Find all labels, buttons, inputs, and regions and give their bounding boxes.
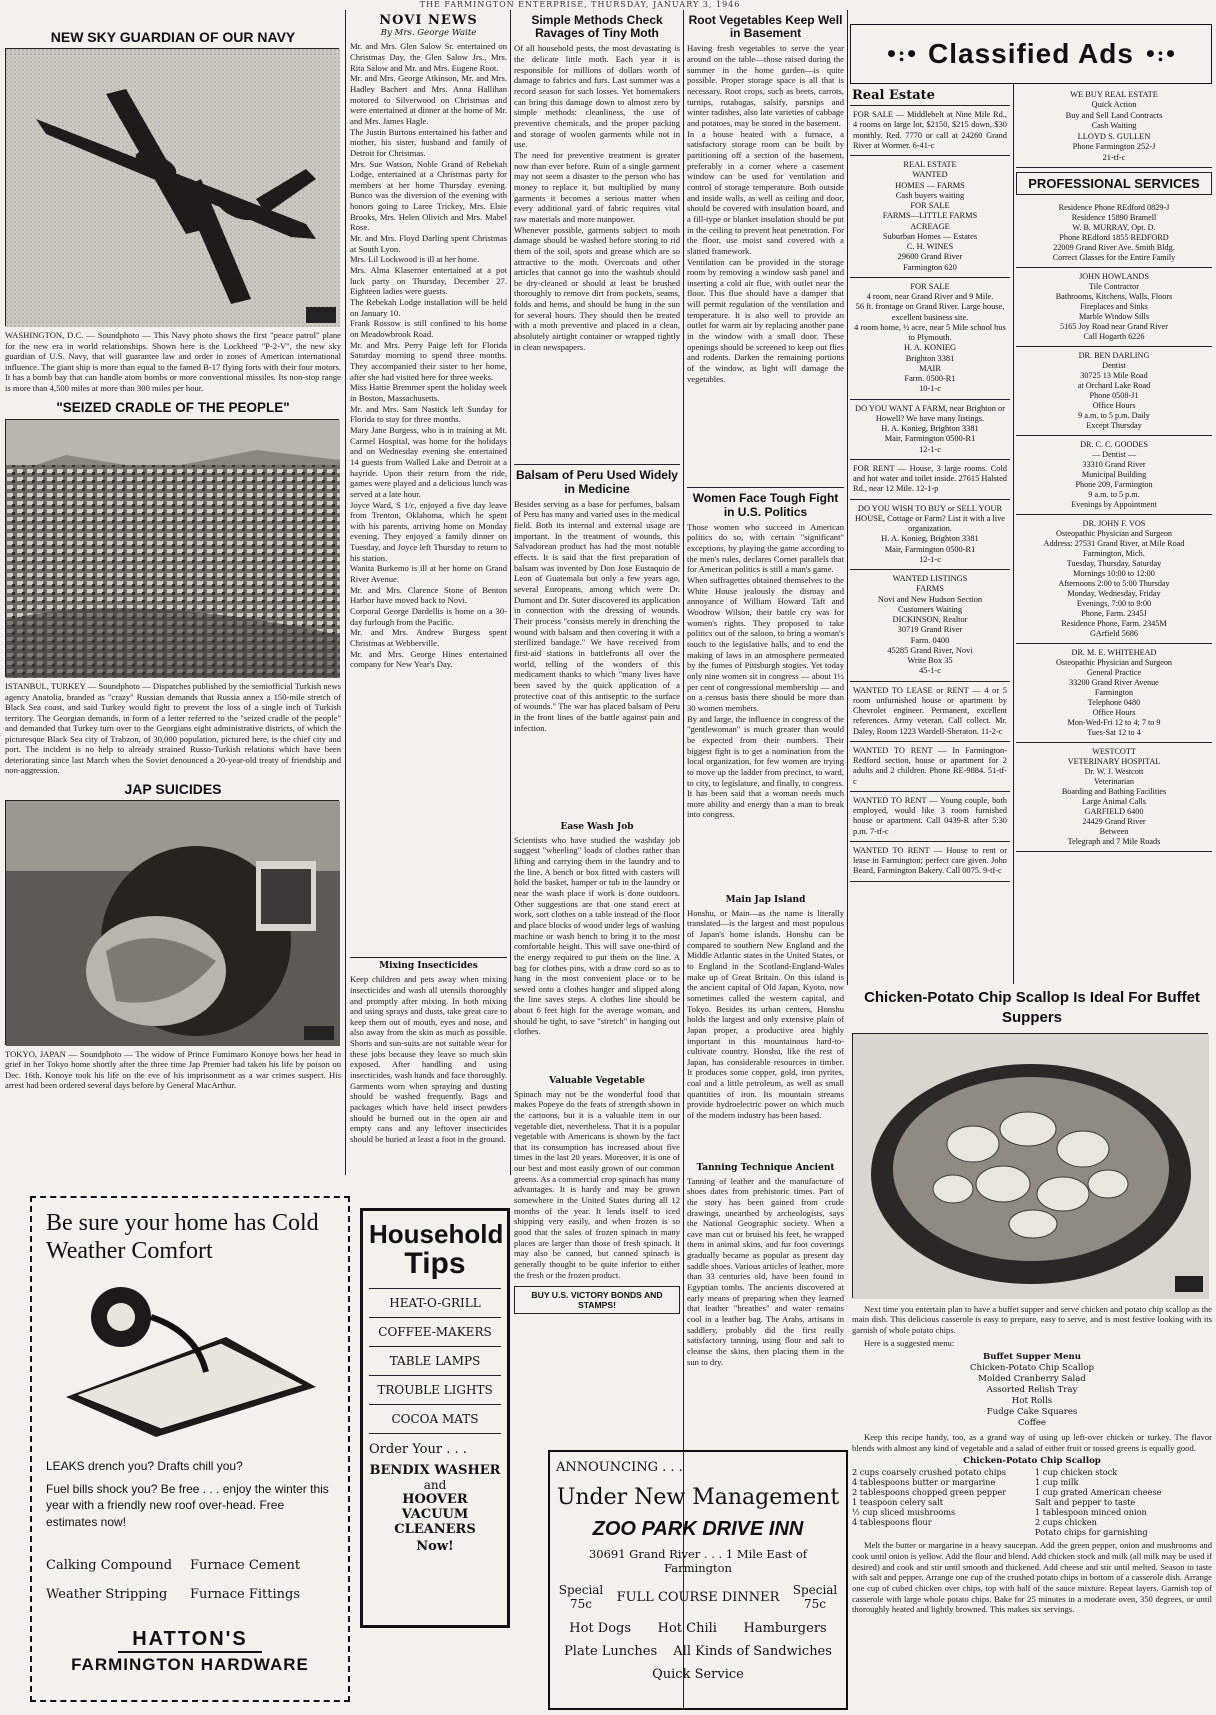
novi-byline: By Mrs. George Waite (380, 28, 477, 39)
mainjap-body: Honshu, or Main—as the name is literally translated—is the largest and most populous of Japan's home islands. Honshu can be compared to southern New England and the Middle Atlantic states in the United States, or to England in the Scotland-England-Wales make up of Great Britain. On this island is the ancient capital of Old Japan, Kyoto, now sometimes called the western capital, and Tokyo. Besides its urban centers, Honshu holds the largest and only extensive plain of Japan proper, a productive area highly important in this mountainous hard-to-cultivate country. Honshu, like the rest of Japan, has considerable resources in timber. It produces some copper, gold, iron pyrites, coal and a little petroleum, as well as small quantities of iron. Its mountain streams provide hydroelectric power on which much of the modern industry has been based. (687, 907, 844, 1121)
column-rule (847, 10, 848, 985)
mixing-body: Keep children and pets away when mixing insecticides and wash all utensils thoroughly and promptly after mixing. In both mixing and using sprays and dusts, take great care to keep them out of mouth, eyes and nose, and also away from the skin as much as possible. Shorts and sun-suits are not suitable wear for these jobs because they leave so much skin exposed. After handling and using insecticides, wash hands and face thoroughly. Garments worn when spraying and dusting should be washed frequently. Bags and packages which have held insect powders should be burned out in the open air and empty cans and any leftover insecticides should be buried at least a foot in the ground. (350, 974, 507, 1145)
professional-cards (1016, 199, 1212, 852)
classified-ad: WANTED TO RENT — In Farmington-Redford section, house or apartment for 2 adults and 2 children. Phone RE-9884. 51-tf-c (850, 742, 1010, 792)
women-body: Those women who succeed in American politics do so, with certain "significant" exceptions, by playing the game according to the men's rules, declares Cornet parallels that for American politics is still a man's game. When suffragettes obtained themselves to the White House jealously the dismay and annoyance of William Howard Taft and Woodrow Wilson, their battle cry was for women's rights. They proposed to take politics out of the saloon, to bring a woman's touch to the legislative halls, and to end the making of laws in an atmosphere permeated by the fumes of Pittsburgh stogies. Yet today only nine women sit in congress — about 1½ per cent of congressional membership — and on a census basis there should be more than 30 women members. By and large, the influence in congress of the "gentlewoman" is much greater than would be expected from their numbers. Their biggest fight is to get a nomination from the local organization, for few women are trying to move up the ladder from precinct, to ward, to city, to legislature, and finally, to congress. It has been said that a woman needs much more ability and energy than a man to break into congress. (687, 521, 844, 820)
zoo-specials (556, 1583, 840, 1611)
ingredient: 4 tablespoons flour (852, 1516, 932, 1527)
rootveg-title: Root Vegetables Keep Well in Basement (688, 13, 843, 41)
women-title: Women Face Tough Fight in U.S. Politics (692, 491, 839, 519)
zoo-items-row1 (556, 1621, 840, 1636)
chicken-recipe-column (852, 988, 1212, 1710)
zoo-item: Hot Chili (657, 1621, 717, 1636)
hatton-text1: LEAKS drench you? Drafts chill you? (46, 1459, 243, 1474)
zoo-items-row2 (556, 1644, 840, 1659)
widow-illustration (6, 801, 340, 1046)
classified-ad: DO YOU WISH TO BUY or SELL YOUR HOUSE, Cottage or Farm? List it with a live organization. H. A. Konieg, Brighton 3381 Mair, Farmington 0500-R1 12-1-c (850, 500, 1010, 571)
tips-bendix: BENDIX WASHER (369, 1463, 501, 1478)
chicken-scallop-photo (852, 1033, 1208, 1298)
ingredients (852, 1468, 1212, 1537)
tanning-body: Tanning of leather and the manufacture of shoes dates from prehistoric times. Part of the story has been gained from crude drawings, unearthed by archeologists, says the National Geographic society. When a cave man cut or bruised his feet, he wrapped them in animal skins, and fur foot coverings gradually became as popular as present day saddle shoes. Various articles of leather, more than 33 centuries old, have been found in Egyptian tombs. The ancients discovered at early means of preparing when they learned that leather "breathes" and water remains cool in a leather bag. The Arabs, artisans in saddlery, probably did the first really satisfactory tanning, using flour and salt to cleanse the skins, then placing them in the sun to dry. (687, 1175, 844, 1367)
hatton-logo (46, 1628, 334, 1675)
city-illustration (6, 420, 340, 678)
konoye-widow-photo (5, 800, 339, 1045)
feature-column-2 (687, 13, 844, 1367)
ingredient: 1 cup chicken stock (1035, 1467, 1118, 1478)
classified-right-column (1016, 86, 1212, 986)
classified-ads-list (850, 106, 1010, 882)
tips-title1: Household (369, 1219, 504, 1249)
menu-item: Chicken-Potato Chip Scallop (969, 1363, 1095, 1374)
ease-body: Scientists who have studied the washday job suggest "wheeling" loads of clothes rather than lifting and carrying them in the laundry and to the line. A bench or box fitted with casters will hold the basket, hamper or tub in the laundry or near the wash place if work is done outdoors. Other suggestions are that one stand erect at work, sort clothes on a table instead of the floor and place blocks of wood under legs of washing machine or wash bench to bring it to the most comfortable height. This will save one-third of the energy required to put them on the line. A bag for clothes pins, with a draw cord so as to hang in the most convenient place or to be sewed onto a clothes hanger and slipped along the line saves steps. A clothes line should be about 6 feet high for the average woman, and should be tight, to save "stretch" in hanging out clothes. (514, 834, 680, 1037)
hatton-name: HATTON'S (118, 1628, 262, 1653)
tanning-title: Tanning Technique Ancient (696, 1162, 835, 1173)
classified-ad: WANTED TO RENT — House to rent or lease in Farmington; perfect care given. John Beard, Farmington Bakery. Call 0075. 9-tf-c (850, 842, 1010, 882)
classified-ad: FOR SALE — Middlebelt at Nine Mile Rd., 4 rooms on large lot, $2150, $215 down, $30 monthly. Red. 7770 or call at 24260 Grand River at Wormer. 6-41-c (850, 106, 1010, 156)
menu-item: Coffee (1017, 1418, 1047, 1429)
tips-title2: Tips (404, 1247, 466, 1280)
ingredient: 2 tablespoons chopped green pepper (852, 1487, 1007, 1498)
buffet-menu (852, 1352, 1212, 1429)
tip-item: COFFEE-MAKERS (369, 1317, 501, 1346)
classified-ad: WANTED TO LEASE or RENT — 4 or 5 room unfurnished house or apartment by Chevrolet engineer. Permanent, excellent references. Army veteran. Call collect. Mr. Daley, Room 1223 Wardell-Sheraton. 11-2-c (850, 682, 1010, 742)
classified-ad: WANTED TO RENT — Young couple, both employed, would like 3 room furnished house or apartment. Call 0439-R after 5:30 p.m. 7-tf-c (850, 792, 1010, 842)
masthead: THE FARMINGTON ENTERPRISE, THURSDAY, JANUARY 3, 1946 (419, 0, 741, 9)
ease-title: Ease Wash Job (560, 821, 634, 832)
tip-item: COCOA MATS (369, 1404, 501, 1434)
zoo-item: Plate Lunches (564, 1644, 658, 1659)
menu-title: Buffet Supper Menu (983, 1352, 1081, 1363)
ingredient: 4 tablespoons butter or margarine (852, 1477, 996, 1488)
zoo-item: Quick Service (652, 1667, 744, 1682)
tip-item: TROUBLE LIGHTS (369, 1375, 501, 1404)
ingredient: ½ cup sliced mushrooms (852, 1506, 956, 1517)
zoo-item: All Kinds of Sandwiches (673, 1644, 832, 1659)
zoo-name: ZOO PARK DRIVE INN (592, 1518, 804, 1540)
recipe-method: Melt the butter or margarine in a heavy saucepan. Add the green pepper, onion and mushrooms and cook until onion is yellow. Add the flour and blend. Add chicken stock and milk (all milk may be used if desired) and cook and stir until smooth and thickened. Add cheese and stir until melted. Season to taste with salt and pepper. Arrange one cup of the crushed potato chips in bottom of a casserole dish. Arrange one cup of cubed chicken over chips, top with half of the sauce mixture. Repeat layers. Garnish top of casserole with large whole potato chips. Bake for 25 minutes in a moderate oven, 350 degrees, or until thoroughly heated and lightly browned. This makes six servings. (852, 1540, 1212, 1615)
menu-lead: Here is a suggested menu: (864, 1338, 955, 1349)
valuable-title: Valuable Vegetable (549, 1075, 645, 1086)
hatton-headline: Be sure your home has Cold Weather Comfort (46, 1210, 319, 1264)
seized-caption: ISTANBUL, TURKEY — Soundphoto — Dispatches published by the semiofficial Turkish news agency Anatolia, branded as "crazy" Russian demands that Russia annex a 150-mile stretch of Black Sea coast, and said Turkey would fight to prevent the loss of a single inch of Turkish territory. The Georgian demands, in form of a letter referred to the "seized cradle of the people" and demanded that Turkey turn over to the Georgians eight administrative districts, of which the picturesque Black Sea city of Trabzon, of 30,000 population, pictured here, is the chief city and port. The incident is no help to already strained Russo-Turkish relations which have been deteriorating since last March when the Soviet denounced a 20-year-old treaty of friendship and non-aggression. (5, 681, 341, 776)
professional-card: DR. JOHN F. VOS Osteopathic Physician and Surgeon Address: 27531 Grand River, at Mile Road Farmington, Mich. Tuesday, Thursday, Saturday Mornings 10:00 to 12:00 Afternoons 2:00 to 5:00 Thursday Monday, Wednesday, Friday Evenings, 7:00 to 9:00 Phone, Farm. 2345J Residence Phone, Farm. 2345M GArfield 5686 (1016, 515, 1212, 644)
zoo-announcing: ANNOUNCING . . . (556, 1460, 683, 1475)
professional-card: WESTCOTT VETERINARY HOSPITAL Dr. W. J. Westcott Veterinarian Boarding and Bathing Facilities Large Animal Calls GARFIELD 6400 24429 Grand River Between Telegraph and 7 Mile Roads (1016, 743, 1212, 852)
tips-order: Order Your . . . (369, 1442, 467, 1457)
zoo-item: Hamburgers (743, 1621, 827, 1636)
zoo-park-drive-inn-ad (548, 1450, 848, 1710)
tip-item: HEAT-O-GRILL (369, 1288, 501, 1317)
navy-title: NEW SKY GUARDIAN OF OUR NAVY (50, 29, 296, 45)
ingredient: 1 cup milk (1035, 1477, 1079, 1488)
chicken-title: Chicken-Potato Chip Scallop Is Ideal For Buffet Suppers (864, 989, 1200, 1027)
zoo-address: 30691 Grand River . . . 1 Mile East of Farmington (588, 1547, 808, 1575)
valuable-body: Spinach may not be the wonderful food that makes Popeye do the feats of strength shown in the cartoons, but it is a valuable item in our vegetable diet, nevertheless. That it is a popular vegetable with Americans is shown by the fact that its consumption has increased about five times in the last 20 years. Moreover, it is one of our best and most easily grown of our common greens. As a commercial crop spinach has many advantages. It is hardy and may be grown somewhere in the United States during all 12 months of the year. It lends itself to iced shipping very easily, and when frozen is so good that the sales of frozen spinach in many places are larger than those of fresh spinach. It may also be canned, but canned spinach is generally thought to be quite inferior to either the fresh or the frozen product. (514, 1088, 680, 1280)
novi-body: Mr. and Mrs. Glen Salow Sr. entertained on Christmas Day, the Glen Salow Jrs., Mrs. Rita Salow and Mr. and Mrs. Eugene Root. Mr. and Mrs. George Atkinson, Mr. and Mrs. Hadley Bachert and Mrs. Anna Hallihan motored to Silverwood on Christmas and were entertained at dinner at the home of Mr. and Mrs. James Hagle. The Justin Burtons entertained his father and mother, his sister, husband and family of Detroit for Christmas. Mrs. Sue Watson, Noble Grand of Rebekah Lodge, entertained at a Christmas party for members at her home Thursday evening. Bunco was the diversion of the evening with honors going to Laree Trickey, Mrs. Elsie Brooks, Mrs. Helen Olivich and Mrs. Mabel Rose. Mr. and Mrs. Floyd Darling spent Christmas at South Lyon. Mrs. Lil Lockwood is ill at her home. Mrs. Alma Klaserner entertained at a pot luck party on Thursday, December 27. Eighteen ladies were guests. The Rebekah Lodge installation will be held on January 10. Frank Rossow is still confined to his home on Meadowbrook Road. Mr. and Mrs. Perry Paige left for Florida Saturday morning to spend three months. They accompanied their sister to her home, after she had visited here for three weeks. Miss Hattie Bremmer spent the holiday week in Boston, Massachusetts. Mr. and Mrs. Sam Nastick left Sunday for Florida to stay for three months. Mary Jane Burgess, who is in training at Mt. Carmel Hospital, was home for the holidays and on Wednesday evening she entertained 14 guests from Walled Lake and Detroit at a hayride. Upon their return from the ride, games were played and a delicious lunch was served at a late hour. Joyce Ward, S 1/c, enjoyed a five day leave from Trenton, Oklahoma, which he spent with his parents, arriving home on Monday evening. They enjoyed a family dinner on Tuesday, and Joyce left Thursday to return to his station. Wanita Burkemo is ill at her home on Grand River Avenue. Mr. and Mrs. Clarence Stone of Benton Harbor have moved back to Novi. Corporal George Dardellis is home on a 30-day furlough from the Pacific. Mr. and Mrs. Andrew Burgess spent Christmas at Webberville. Mr. and Mrs. George Hines entertained company for New Year's Day. (350, 41, 507, 670)
professional-card: Residence Phone REdford 0829-J Residence 15890 Bramell W. B. MURRAY, Opt. D. Phone REdford 1855 REDFORD 22009 Grand River Ave. Smith Bldg. Correct Glasses for the Entire Family (1016, 199, 1212, 268)
menu-item: Assorted Relish Tray (986, 1385, 1078, 1396)
balsam-title: Balsam of Peru Used Widely in Medicine (516, 468, 678, 496)
chicken-intro: Next time you entertain plan to have a buffet supper and serve chicken and potato chip scallop as the main dish. This delicious casserole is easy to prepare, easy to serve, and is most festive looking with its garnish of whole potato chips. (852, 1303, 1212, 1335)
classified-ad: DO YOU WANT A FARM, near Brighton or Howell? We have many listings. H. A. Konieg, Brighton 3381 Mair, Farmington 0500-R1 12-1-c (850, 400, 1010, 460)
navy-caption: WASHINGTON, D.C. — Soundphoto — This Navy photo shows the first "peace patrol" plane for the new era in world relationships. Shown here is the Lockheed "P-2-V", the new sky guardian of U.S. Navy, that will guarantee law and order in zones of American international influence. The giant ship is more than equal to the famed B-17 flying forts with their four motors. It has a bomb bay that can handle atom bombs or more conventional missiles. Its non-stop range is more than 4,500 miles at more than 300 miles per hour. (5, 330, 341, 393)
feature-column (514, 13, 680, 1311)
hatton-item: Furnace Cement (190, 1557, 301, 1573)
dots-ornament: •:• (1143, 42, 1177, 66)
ingredient: 1 cup grated American cheese (1035, 1487, 1162, 1498)
tip-item: TABLE LAMPS (369, 1346, 501, 1375)
ingredient: 1 teaspoon celery salt (852, 1496, 944, 1507)
professional-card: JOHN HOWLANDS Tile Contractor Bathrooms, Kitchens, Walls, Floors Fireplaces and Sinks Marble Window Sills 5165 Joy Road near Grand River Call Hogarth 6226 (1016, 268, 1212, 347)
hatton-items (46, 1558, 334, 1602)
ingredient: 2 cups coarsely crushed potato chips (852, 1467, 1006, 1478)
zoo-special-right: Special 75c (792, 1583, 838, 1611)
victory-bonds-box: BUY U.S. VICTORY BONDS AND STAMPS! (514, 1286, 680, 1314)
hattons-hardware-ad (30, 1196, 350, 1702)
household-tips-ad (360, 1208, 510, 1628)
ingredient: 2 cups chicken (1035, 1516, 1097, 1527)
ingredient: Potato chips for garnishing (1035, 1526, 1148, 1537)
tips-now: Now! (416, 1539, 454, 1554)
photo-column (5, 30, 341, 1180)
zoo-management: Under New Management (556, 1485, 840, 1510)
jap-caption: TOKYO, JAPAN — Soundphoto — The widow of Prince Fumimaro Konoye bows her head in grief in her Tokyo home shortly after the three time Jap Premier had taken his life by poison on Dec. 16th. Konoye took his life on the eve of his imprisonment as a war crimes suspect. His arrest had been ordered several days before by General MacArthur. (5, 1048, 341, 1091)
navy-plane-photo (5, 48, 339, 326)
column-rule (345, 10, 346, 1175)
mixing-title: Mixing Insecticides (379, 961, 478, 972)
hatton-text2: Fuel bills shock you? Be free . . . enjoy the winter this year with a friendly new roof over-head. Free estimates now! (46, 1482, 329, 1529)
mainjap-title: Main Jap Island (725, 894, 806, 905)
classified-left-column (850, 86, 1010, 986)
menu-item: Fudge Cake Squares (986, 1407, 1078, 1418)
professional-card: DR. M. E. WHITEHEAD Osteopathic Physician and Surgeon General Practice 33200 Grand River Avenue Farmington Telephone 0480 Office Hours Mon-Wed-Fri 12 to 4; 7 to 9 Tues-Sat 12 to 4 (1016, 644, 1212, 743)
zoo-special-left: Special 75c (558, 1583, 604, 1611)
casserole-illustration (853, 1034, 1209, 1299)
professional-title: PROFESSIONAL SERVICES (1016, 172, 1212, 195)
classified-ad: REAL ESTATE WANTED HOMES — FARMS Cash buyers waiting FOR SALE FARMS—LITTLE FARMS ACREAGE Suburban Homes — Estates C. H. WINES 29600 Grand River Farmington 620 (850, 156, 1010, 278)
jap-title: JAP SUICIDES (124, 780, 222, 797)
seized-title: "SEIZED CRADLE OF THE PEOPLE" (56, 400, 290, 416)
classified-ad: FOR SALE 4 room, near Grand River and 9 Mile. 56 ft. frontage on Grand River. Large house, excellent business site. 4 room home, ½ acre, near 5 Mile school bus to Plymouth. H. A. KONIEG Brighton 3381 MAIR Farm. 0500-R1 10-1-c (850, 278, 1010, 400)
menu-item: Hot Rolls (1011, 1396, 1053, 1407)
professional-card: DR. C. C. GOODES — Dentist — 33310 Grand River Municipal Building Phone 209, Farmington 9 a.m. to 5 p.m. Evenings by Appointment (1016, 436, 1212, 515)
menu-item: Molded Cranberry Salad (978, 1374, 1086, 1385)
column-rule (510, 10, 511, 1175)
classified-title: Classified Ads (928, 38, 1134, 69)
balsam-body: Besides serving as a base for perfumes, balsam of Peru has many and varied uses in the medical field. Both its internal and external usage are important. In the treatment of wounds, this Salvadorean product has had the most notable effects. It is said that the first preparation of balsam was invented by Don Jose Eustaquio de Leon of Guatemala but only a few years ago, several Europeans, among which were Dr. Dumont and Dr. Suter discovered its application in connection with the dressing of wounds. Their process "consists merely in drenching the wound with balsam and then covering it with a sterilized bandage." We have received from first-aid stations in battlefronts all over the world, telling of the wonders of this medicament thanks to which "many lives have been saved by the quick application of a protective coat of this antiseptic to the surface of wounds." The war has placed balsam of Peru in the front lines of the battle against pain and infection. (514, 498, 680, 733)
zoo-item: Hot Dogs (569, 1621, 632, 1636)
rootveg-body: Having fresh vegetables to serve the year around on the table—those raised during the summer in the home garden—is quite possible. Proper storage space is all that is necessary. Root crops, such as beets, carrots, turnips, rutabagas, salsify, parsnips and winter radishes, also late varieties of cabbage and potatoes, may be stored in the basement. In a house heated with a furnace, a satisfactory storage room can be built by partitioning off a section of the basement, preferably in a corner where a casement window can be used for ventilation and control of storage temperature. Both outside and inside walls, as well as ceiling and door, should be covered with insulation board, and a fill-type or blanket insulation should be put in the ceiling to prevent heat penetration. For the floor, use moist sand covered with a slatted framework. Ventilation can be provided in the storage room by removing a window sash panel and inserting a cold air flue, with outlet near the floor. This flue should have a damper that will permit regulation of the ventilation and temperature. It is also well to provide an outlet for warm air by replacing another pane in the window with a small door. These openings should be screened to keep out flies and rodents. Darken the remaining portions of the window, as light will damage the vegetables. (687, 43, 844, 384)
novi-title: NOVI NEWS (379, 13, 478, 28)
we-buy-real-estate-ad: WE BUY REAL ESTATE Quick Action Buy and Sell Land Contracts Cash Waiting LLOYD S. GULLEN Phone Farmington 252-J 21-tf-c (1016, 86, 1212, 168)
recipe-note: Keep this recipe handy, too, as a grand way of using up left-over chicken or turkey. The flavor blends with almost any kind of vegetable and a salad of either fruit or tossed greens is equally good. (852, 1432, 1212, 1453)
zoo-dinner: FULL COURSE DINNER (616, 1589, 780, 1605)
tips-and: and (423, 1478, 447, 1492)
tips-hoover: HOOVER VACUUM CLEANERS (394, 1492, 476, 1537)
dots-ornament: •:• (885, 42, 919, 66)
column-rule (1013, 84, 1014, 984)
hatton-item: Weather Stripping (46, 1586, 168, 1602)
classified-ad: FOR RENT — House, 3 large rooms. Cold and hot water and toilet inside. 27615 Halsted Rd., near 12 Mile. 12-1-p (850, 460, 1010, 500)
ingredient: Salt and pepper to taste (1035, 1496, 1136, 1507)
professional-card: DR. BEN DARLING Dentist 30725 13 Mile Road at Orchard Lake Road Phone 0508-J1 Office Hours 9 a.m. to 5 p.m. Daily Except Thursday (1016, 347, 1212, 436)
novi-news-column (350, 14, 507, 1174)
moth-title: Simple Methods Check Ravages of Tiny Moth (531, 13, 663, 41)
plane-illustration (6, 49, 340, 327)
hatton-store: FARMINGTON HARDWARE (71, 1654, 309, 1674)
real-estate-heading: Real Estate (850, 86, 1010, 106)
classified-ad: WANTED LISTINGS FARMS Novi and New Hudson Section Customers Waiting DICKINSON, Realtor 30719 Grand River Farm. 0400 45285 Grand River, Novi Write Box 35 45-1-c (850, 570, 1010, 682)
moth-body: Of all household pests, the most devastating is the delicate little moth. Each year it is responsible for millions of dollars worth of damage to fabrics and furs. Last summer was a record season for such losses. Yet homemakers can bring this damage down to almost zero by simple methods: cleanliness, the use of preventive chemicals, and the proper packing and storage of woolen garments while not in use. The need for preventive treatment is greater now than ever before. Ruin of a single garment may not seem a disaster to the person who has money to replace it, but multiplied by many garments it becomes a serious matter when every additional yard of fabric requires vital raw materials and more manpower. Whenever possible, garments subject to moth damage should be washed before storing to rid them of the soil, spots and grease which are so attractive to the moth. Overcoats and other articles that cannot go into the washtub should be dry-cleaned or should at least be brushed thoroughly to remove dirt from pockets, seams, folds and hems, and should be hung in the sun for several hours. They should then be treated with a moth preventive and placed in a clean, absolutely airtight container or wrapped tightly in clean newspapers. (514, 43, 680, 352)
ingredient: 1 tablespoon minced onion (1035, 1506, 1147, 1517)
weather-strip-illustration (46, 1277, 336, 1437)
trabzon-city-photo (5, 419, 339, 677)
classified-banner (850, 24, 1212, 84)
hatton-item: Furnace Fittings (190, 1586, 300, 1602)
hatton-item: Calking Compound (46, 1557, 173, 1573)
recipe-title: Chicken-Potato Chip Scallop (963, 1456, 1101, 1467)
